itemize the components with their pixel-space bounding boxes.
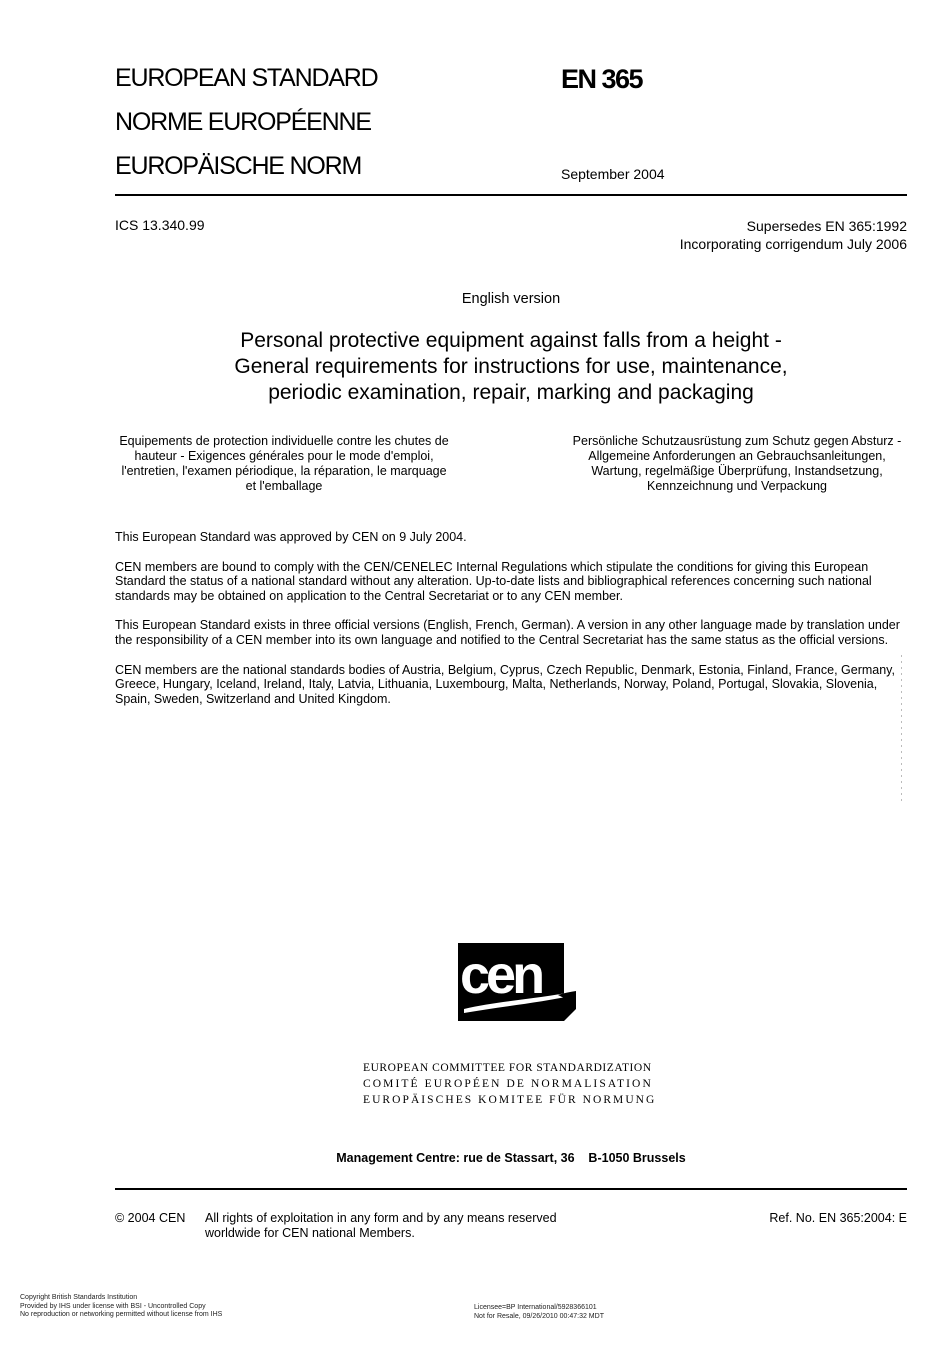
publication-date: September 2004 [561, 166, 665, 182]
german-title-line: Wartung, regelmäßige Überprüfung, Instandsetzung, [591, 464, 883, 478]
german-title-line: Allgemeine Anforderungen an Gebrauchsanleitungen, [588, 449, 886, 463]
german-title-line: Persönliche Schutzausrüstung zum Schutz gegen Absturz - [572, 434, 902, 448]
license-line: Provided by IHS under license with BSI - Uncontrolled Copy [20, 1302, 206, 1310]
rights-line: All rights of exploitation in any form and by any means reserved [205, 1211, 557, 1225]
footer-divider [115, 1188, 907, 1190]
margin-dots [901, 655, 902, 805]
standard-number: EN 365 [561, 64, 643, 94]
rights-line: worldwide for CEN national Members. [205, 1226, 415, 1240]
standard-title-german: EUROPÄISCHE NORM [115, 152, 362, 180]
supersedes-block [680, 217, 907, 253]
french-title-line: Equipements de protection individuelle contre les chutes de [119, 434, 449, 448]
copyright-notice: © 2004 CEN [115, 1211, 186, 1225]
rights-statement [205, 1211, 557, 1241]
committee-name-french: COMITÉ EUROPÉEN DE NORMALISATION [363, 1078, 653, 1090]
body-text [115, 530, 907, 721]
corrigendum-text: Incorporating corrigendum July 2006 [679, 236, 907, 252]
ics-code: ICS 13.340.99 [115, 217, 205, 233]
compliance-paragraph: CEN members are bound to comply with the CEN/CENELEC Internal Regulations which stipulate the conditions for giving this European Standard the status of a national standard without any alteration. Up-to-date lists and bibliographical references concerning such national standards may be obtained on application to the Central Secretariat or to any CEN member. [115, 559, 872, 603]
french-title-line: et l'emballage [245, 479, 323, 493]
version-label: English version [461, 291, 561, 307]
members-paragraph: CEN members are the national standards bodies of Austria, Belgium, Cyprus, Czech Republic, Denmark, Estonia, Finland, France, Germany, Greece, Hungary, Iceland, Ireland, Italy, Latvia, Lithuania, Luxembourg, Malta, Netherlands, Norway, Poland, Portugal, Slovakia, Slovenia, Spain, Sweden, Switzerland and United Kingdom. [115, 662, 895, 706]
title-line: General requirements for instructions for use, maintenance, [234, 355, 788, 378]
committee-name-english: EUROPEAN COMMITTEE FOR STANDARDIZATION [363, 1062, 652, 1074]
licensee-line: Not for Resale, 09/26/2010 00:47:32 MDT [474, 1312, 604, 1320]
versions-paragraph: This European Standard exists in three official versions (English, French, German). A version in any other language made by translation under the responsibility of a CEN member into its own language and notified to the Central Secretariat has the same status as the official versions. [115, 618, 900, 647]
french-title [113, 434, 455, 494]
german-title-line: Kennzeichnung und Verpackung [646, 479, 827, 493]
title-line: Personal protective equipment against falls from a height - [240, 329, 782, 352]
management-centre: Management Centre: rue de Stassart, 36 B-1050 Brussels [336, 1151, 686, 1165]
license-line: Copyright British Standards Institution [20, 1294, 138, 1301]
french-title-line: l'entretien, l'examen périodique, la réparation, le marquage [121, 464, 447, 478]
standard-title-french: NORME EUROPÉENNE [115, 108, 371, 136]
standard-title-english: EUROPEAN STANDARD [115, 64, 378, 92]
licensee-line: Licensee=BP International/5928366101 [474, 1304, 597, 1311]
committee-name-german: EUROPÄISCHES KOMITEE FÜR NORMUNG [363, 1094, 657, 1106]
document-title [175, 328, 847, 406]
supersedes-text: Supersedes EN 365:1992 [746, 218, 907, 234]
german-title [565, 434, 909, 494]
cen-logo [458, 943, 576, 1021]
french-title-line: hauteur - Exigences générales pour le mode d'emploi, [134, 449, 434, 463]
reference-number: Ref. No. EN 365:2004: E [769, 1211, 907, 1225]
license-notice [20, 1294, 222, 1320]
header-divider [115, 194, 907, 196]
cen-logo-text: cen [460, 945, 542, 1005]
license-line: No reproduction or networking permitted without license from IHS [20, 1311, 223, 1318]
approval-paragraph: This European Standard was approved by CEN on 9 July 2004. [115, 530, 467, 544]
licensee-notice [474, 1304, 604, 1321]
title-line: periodic examination, repair, marking and packaging [268, 381, 754, 404]
